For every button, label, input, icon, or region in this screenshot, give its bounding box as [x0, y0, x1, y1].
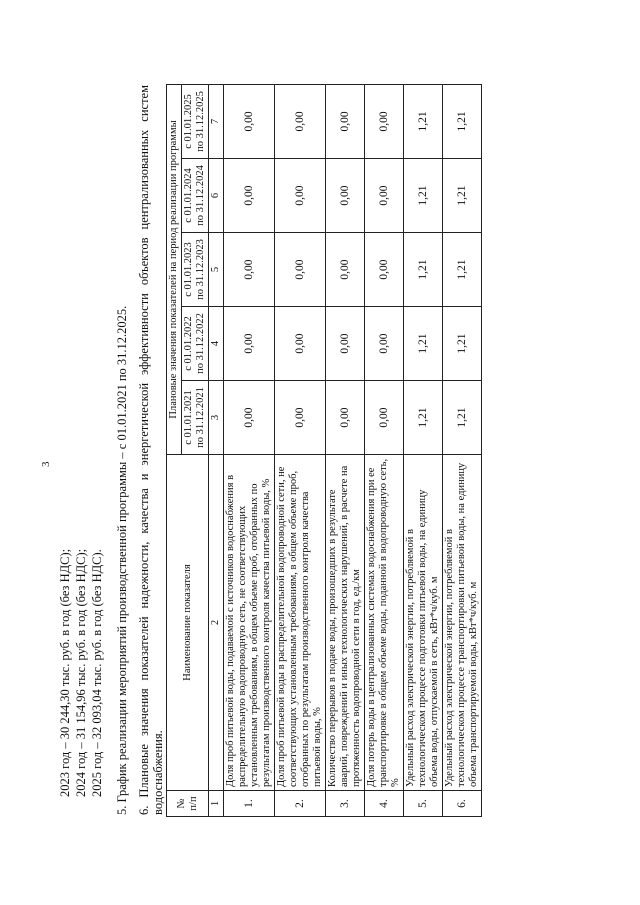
row-num: 4. — [365, 791, 404, 817]
col-number: 3 — [209, 381, 224, 455]
row-value: 0,00 — [326, 84, 365, 158]
row-value: 1,21 — [443, 381, 482, 455]
row-value: 0,00 — [224, 381, 275, 455]
row-num: 6. — [443, 791, 482, 817]
row-value: 0,00 — [224, 233, 275, 307]
row-value: 1,21 — [443, 159, 482, 233]
header-period-2022: с 01.01.2022 по 31.12.2022 — [182, 307, 209, 381]
row-value: 0,00 — [275, 381, 326, 455]
row-value: 1,21 — [404, 381, 443, 455]
row-value: 0,00 — [365, 233, 404, 307]
row-value: 0,00 — [326, 381, 365, 455]
row-value: 1,21 — [404, 159, 443, 233]
header-period-2025: с 01.01.2025 по 31.12.2025 — [182, 84, 209, 158]
table-row — [404, 84, 443, 816]
row-value: 0,00 — [326, 233, 365, 307]
row-value: 0,00 — [365, 307, 404, 381]
row-value: 0,00 — [275, 233, 326, 307]
row-num: 1. — [224, 791, 275, 817]
row-value: 1,21 — [404, 84, 443, 158]
row-name: Доля проб питьевой воды, подаваемой с источников водоснабжения в распределительную водопроводную сеть, не соответствующих установленным требованиям, в общем объеме проб, отобранных по результатам производственного контроля качества питьевой воды, % — [224, 455, 275, 791]
row-value: 0,00 — [224, 159, 275, 233]
row-value: 0,00 — [224, 84, 275, 158]
col-number: 4 — [209, 307, 224, 381]
col-number: 5 — [209, 233, 224, 307]
row-value: 0,00 — [275, 307, 326, 381]
row-num: 5. — [404, 791, 443, 817]
row-num: 2. — [275, 791, 326, 817]
row-name: Доля потерь воды в централизованных системах водоснабжения при ее транспортировке в общем объеме воды, поданной в водопроводную сеть, % — [365, 455, 404, 791]
header-plan: Плановые значения показателей на период реализации программы — [167, 84, 182, 454]
row-value: 0,00 — [326, 307, 365, 381]
header-period-2021: с 01.01.2021 по 31.12.2021 — [182, 381, 209, 455]
tariff-line-2024: 2024 год – 31 154,96 тыс. руб. в год (без НДС); — [74, 548, 88, 797]
col-number: 2 — [209, 455, 224, 791]
section-6-heading: 6. Плановые значения показателей надежности, качества и энергетической эффективности объектов централизованных систем водоснабжения. — [137, 85, 165, 815]
row-value: 1,21 — [443, 84, 482, 158]
table-row — [365, 84, 404, 816]
tariff-line-2025: 2025 год – 32 093,04 тыс. руб. в год (без НДС). — [90, 549, 104, 797]
row-value: 0,00 — [365, 159, 404, 233]
tariff-line-2023: 2023 год – 30 244,30 тыс. руб. в год (без НДС); — [58, 548, 72, 797]
row-name: Доля проб питьевой воды в распределительной водопроводной сети, не соответствующих установленным требованиям, в общем объеме проб, отобранных по результатам производственного контроля качества питьевой воды, % — [275, 455, 326, 791]
header-num: № п/п — [167, 791, 209, 817]
table-row — [443, 84, 482, 816]
row-value: 0,00 — [326, 159, 365, 233]
row-num: 3. — [326, 791, 365, 817]
header-period-2024: с 01.01.2024 по 31.12.2024 — [182, 159, 209, 233]
table-row — [326, 84, 365, 816]
indicators-table — [166, 84, 482, 817]
col-number: 6 — [209, 159, 224, 233]
row-value: 0,00 — [365, 84, 404, 158]
row-value: 1,21 — [404, 233, 443, 307]
header-period-2023: с 01.01.2023 по 31.12.2023 — [182, 233, 209, 307]
row-name: Удельный расход электрической энергии, потребляемой в технологическом процессе транспортировки питьевой воды, на единицу объема транспортируемой воды, кВт*ч/куб. м — [443, 455, 482, 791]
row-value: 0,00 — [275, 84, 326, 158]
row-value: 0,00 — [365, 381, 404, 455]
row-value: 1,21 — [443, 307, 482, 381]
row-value: 1,21 — [443, 233, 482, 307]
row-value: 0,00 — [275, 159, 326, 233]
col-number: 1 — [209, 791, 224, 817]
row-value: 1,21 — [404, 307, 443, 381]
header-name: Наименование показателя — [167, 455, 209, 791]
table-row — [224, 84, 275, 816]
row-name: Количество перерывов в подаче воды, произошедших в результате аварий, повреждений и иных технологических нарушений, в расчете на протяженность водопроводной сети в год, ед./км — [326, 455, 365, 791]
section-5-heading: 5. График реализации мероприятий производственной программы – с 01.01.2021 по 31.12.2025. — [115, 305, 129, 815]
table-row — [275, 84, 326, 816]
row-name: Удельный расход электрической энергии, потребляемой в технологическом процессе подготовки питьевой воды, на единицу объема воды, отпускаемой в сеть, кВт*ч/куб. м — [404, 455, 443, 791]
col-number: 7 — [209, 84, 224, 158]
page-number: 3 — [40, 461, 52, 467]
row-value: 0,00 — [224, 307, 275, 381]
